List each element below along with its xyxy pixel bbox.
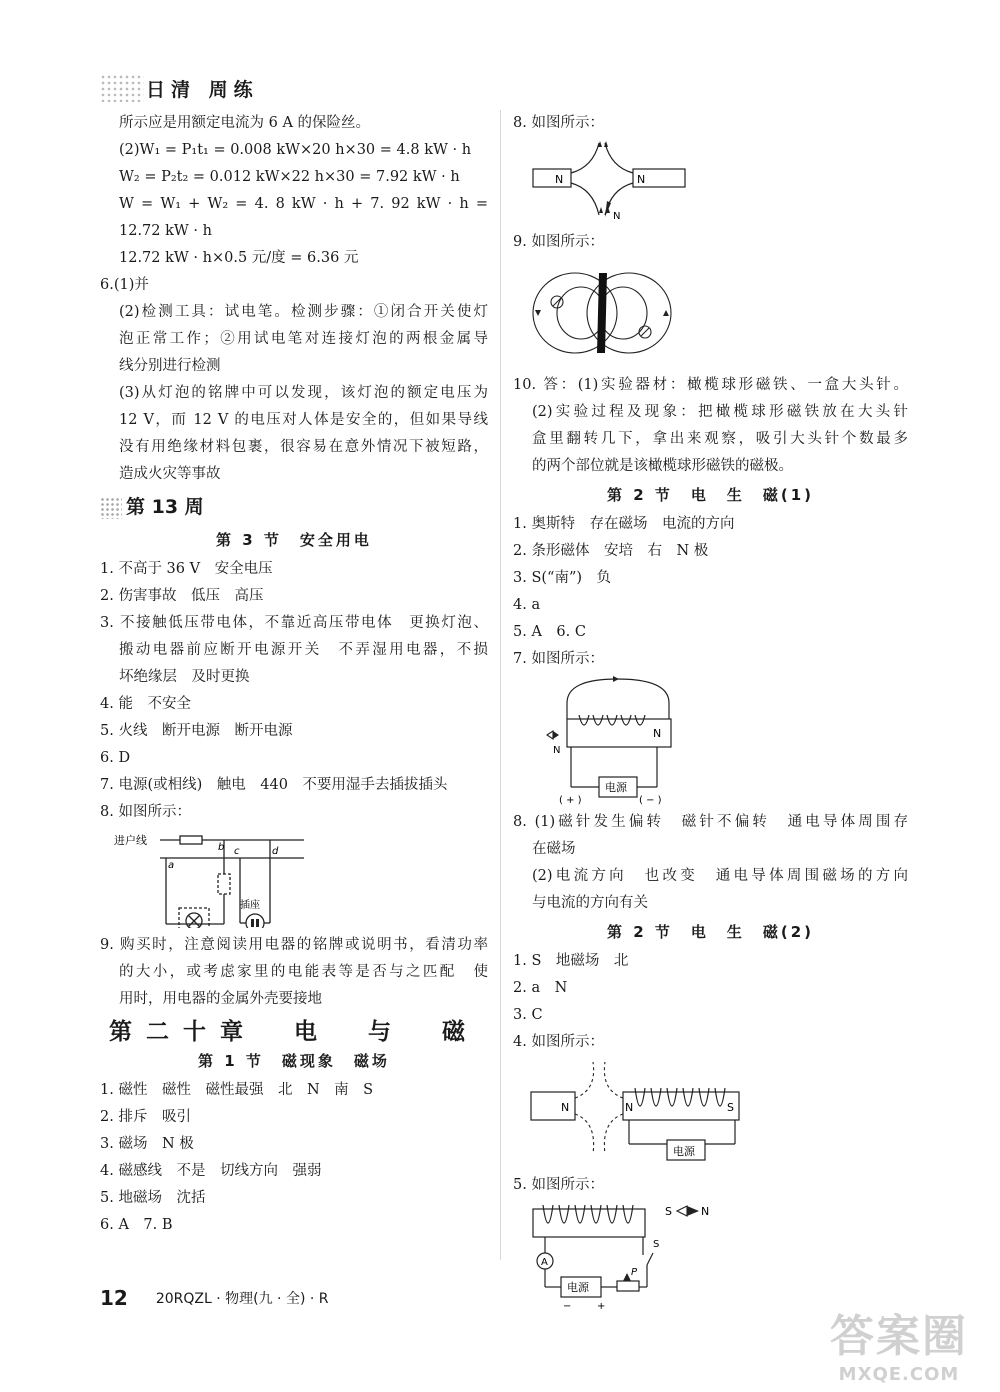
answer-line: 2. 条形磁体 安培 右 N 极 (513, 543, 709, 559)
compass-n-label: N (613, 211, 621, 222)
text-line: 造成火灾等事故 (119, 466, 221, 482)
page-header (100, 72, 259, 104)
answer-line: 5. 地磁场 沈括 (100, 1190, 206, 1206)
answer-line: 盒里翻转几下，拿出来观察，吸引大头针个数最多 (532, 431, 908, 447)
header-title: 日清 周练 (146, 78, 259, 101)
text-line: 12.72 kW · h (119, 223, 212, 239)
answer-line: 4. 如图所示： (513, 1034, 604, 1050)
answer-line: 7. 电源(或相线) 触电 440 不要用湿手去插拔插头 (100, 777, 448, 793)
week-dots-decoration (100, 497, 122, 519)
answer-line: 9. 如图所示： (513, 234, 604, 250)
text-line: 12.72 kW · h×0.5 元/度 = 6.36 元 (119, 250, 359, 266)
answer-line: 3. S(“南”) 负 (513, 570, 612, 586)
incoming-line-label: 进户线 (114, 834, 147, 847)
answer-line: 与电流的方向有关 (532, 895, 648, 911)
watermark-url: MXQE.COM (838, 1364, 960, 1385)
answer-line: 2. 排斥 吸引 (100, 1109, 191, 1125)
column-divider (500, 110, 501, 1260)
answer-line: 3. 不接触低压带电体，不靠近高压带电体 更换灯泡、 (100, 615, 488, 631)
text-line: 没有用绝缘材料包裹，很容易在意外情况下被短路， (119, 439, 488, 455)
two-magnets-field-diagram (527, 139, 697, 225)
text-line: (2)检测工具：试电笔。检测步骤：①闭合开关使灯 (119, 304, 488, 320)
wiring-diagram (114, 828, 314, 928)
answer-line: 用时，用电器的金属外壳要接地 (119, 991, 322, 1007)
power-supply-label: 电源 (567, 1281, 589, 1294)
magnet-right-n-label: N (637, 173, 646, 186)
left-column (100, 110, 488, 1239)
magnet-n-label: N (561, 1101, 570, 1114)
answer-line: (2)电流方向 也改变 通电导体周围磁场的方向 (532, 868, 908, 884)
answer-line: 7. 如图所示： (513, 651, 604, 667)
text-line: (3)从灯泡的铭牌中可以发现，该灯泡的额定电压为 (119, 385, 488, 401)
needle-n-label: N (553, 745, 561, 756)
text-line: 线分别进行检测 (119, 358, 221, 374)
header-dots-decoration (100, 74, 144, 102)
answer-line: 5. 火线 断开电源 断开电源 (100, 723, 293, 739)
needle-n-label: N (701, 1205, 710, 1218)
answer-line: 8. (1)磁针发生偏转 磁针不偏转 通电导体周围存 (513, 814, 908, 830)
text-line: (2)W₁ = P₁t₁ = 0.008 kW×20 h×30 = 4.8 kW · h (119, 142, 472, 158)
plus-terminal-label: ( + ) (559, 795, 582, 805)
plus-terminal-label: + (597, 1301, 606, 1311)
text-line: W = W₁ + W₂ = 4. 8 kW · h + 7. 92 kW · h = (119, 196, 488, 212)
text-line: 泡正常工作；②用试电笔对连接灯泡的两根金属导 (119, 331, 488, 347)
minus-terminal-label: − (563, 1301, 572, 1311)
section-title: 第 2 节 电 生 磁(1) (606, 486, 815, 504)
solenoid-circuit-diagram (527, 675, 697, 805)
section-title: 第 1 节 磁现象 磁场 (198, 1052, 390, 1070)
point-d-label: d (272, 846, 279, 857)
answer-line: 9. 购买时，注意阅读用电器的铭牌或说明书，看清功率 (100, 937, 488, 953)
coil-s-label: S (727, 1101, 734, 1114)
answer-line: 搬动电器前应断开电源开关 不弄湿用电器，不损 (119, 642, 488, 658)
point-a-label: a (168, 860, 175, 871)
answer-line: 8. 如图所示： (100, 804, 191, 820)
socket-label: 插座 (240, 900, 260, 911)
answer-line: 2. 伤害事故 低压 高压 (100, 588, 264, 604)
answer-line: 3. C (513, 1007, 543, 1023)
page-footer (100, 1286, 329, 1310)
answer-line: 3. 磁场 N 极 (100, 1136, 194, 1152)
text-line: 6.(1)并 (100, 277, 149, 293)
answer-line: 坏绝缘层 及时更换 (119, 669, 250, 685)
coil-n-label: N (625, 1101, 634, 1114)
power-supply-label: 电源 (673, 1145, 695, 1158)
minus-terminal-label: ( − ) (639, 795, 662, 805)
answer-line: (2)实验过程及现象：把橄榄球形磁铁放在大头针 (532, 404, 908, 420)
text-line: 12 V，而 12 V 的电压对人体是安全的，但如果导线 (119, 412, 488, 428)
text-line: W₂ = P₂t₂ = 0.012 kW×22 h×30 = 7.92 kW · h (119, 169, 460, 185)
answer-line: 4. a (513, 597, 541, 613)
answer-line: 5. A 6. C (513, 624, 586, 640)
solenoid-ammeter-circuit-diagram (527, 1201, 757, 1311)
ammeter-label: A (541, 1257, 548, 1268)
answer-line: 10. 答：(1)实验器材：橄榄球形磁铁、一盒大头针。 (513, 377, 908, 393)
bar-magnet-field-lines-diagram (527, 258, 677, 368)
answer-line: 2. a N (513, 980, 568, 996)
power-supply-label: 电源 (605, 781, 627, 794)
chapter-title: 第二十章 电 与 磁 (109, 1019, 479, 1045)
answer-line: 的两个部位就是该橄榄球形磁铁的磁极。 (532, 458, 793, 474)
answer-line: 4. 能 不安全 (100, 696, 191, 712)
week-heading (100, 494, 488, 521)
answer-line: 4. 磁感线 不是 切线方向 强弱 (100, 1163, 322, 1179)
right-column (513, 110, 908, 1315)
answer-line: 的大小，或考虑家里的电能表等是否与之匹配 使 (119, 964, 488, 980)
answer-line: 6. D (100, 750, 131, 766)
section-title: 第 2 节 电 生 磁(2) (606, 923, 815, 941)
point-b-label: b (218, 842, 225, 853)
answer-line: 8. 如图所示： (513, 115, 604, 131)
answer-line: 1. 不高于 36 V 安全电压 (100, 561, 273, 577)
rheostat-p-label: P (631, 1267, 638, 1278)
point-c-label: c (234, 846, 240, 857)
answer-line: 6. A 7. B (100, 1217, 173, 1233)
page-number: 12 (100, 1286, 128, 1310)
answer-line: 1. 磁性 磁性 磁性最强 北 N 南 S (100, 1082, 374, 1098)
magnet-and-solenoid-diagram (527, 1058, 757, 1168)
watermark-logo (830, 1300, 968, 1385)
book-code: 20RQZL · 物理(九 · 全) · R (155, 1291, 329, 1307)
magnet-left-n-label: N (555, 173, 564, 186)
watermark-text: 答案圈 (830, 1311, 968, 1362)
answer-line: 在磁场 (532, 841, 576, 857)
section-title: 第 3 节 安全用电 (216, 531, 372, 549)
week-title: 第 13 周 (126, 496, 204, 518)
answer-line: 1. S 地磁场 北 (513, 953, 629, 969)
text-line: 所示应是用额定电流为 6 A 的保险丝。 (119, 115, 371, 131)
coil-n-label: N (653, 727, 662, 740)
answer-line: 1. 奥斯特 存在磁场 电流的方向 (513, 516, 735, 532)
needle-s-label: S (665, 1205, 672, 1218)
switch-label: S (653, 1239, 660, 1250)
answer-line: 5. 如图所示： (513, 1177, 604, 1193)
